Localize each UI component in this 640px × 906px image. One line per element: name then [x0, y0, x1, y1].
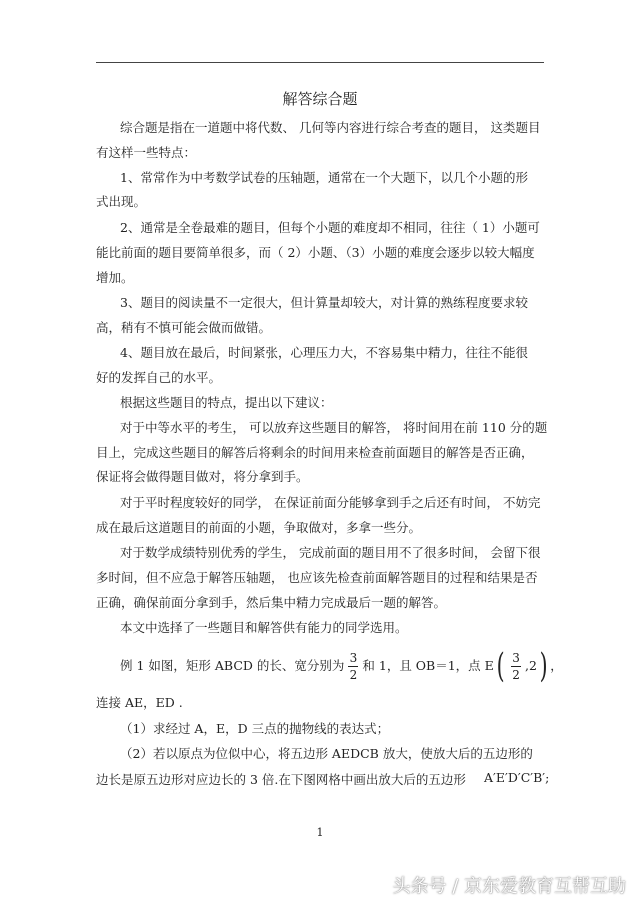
- point-fraction: [511, 651, 521, 682]
- example-prefix: 例 1 如图，矩形 ABCD 的长、宽分别为: [120, 658, 345, 673]
- left-paren-icon: (: [496, 646, 505, 686]
- paragraph-line: 根据这些题目的特点，提出以下建议：: [120, 395, 333, 410]
- paragraph-line: 成在最后这道题目的前面的小题，争取做对，多拿一些分。: [96, 520, 422, 535]
- paragraph-line: 多时间，但不应急于解答压轴题， 也应该先检查前面解答题目的过程和结果是否: [96, 570, 538, 585]
- point-y-value: ,2: [525, 658, 537, 673]
- paragraph-line: 对于平时程度较好的同学， 在保证前面分能够拿到手之后还有时间， 不妨完: [120, 495, 541, 510]
- paragraph-line: 综合题是指在一道题中将代数、 几何等内容进行综合考查的题目， 这类题目: [120, 120, 541, 135]
- paragraph-line: 有这样一些特点：: [96, 145, 197, 160]
- paragraph-line: 增加。: [96, 270, 134, 285]
- paragraph-line: 式出现。: [96, 194, 147, 209]
- point-denominator: 2: [512, 667, 520, 682]
- question-2: （2）若以原点为位似中心，将五边形 AEDCB 放大，使放大后的五边形的: [120, 746, 533, 761]
- fraction-bar: [348, 666, 358, 667]
- paragraph-line: 2、通常是全卷最难的题目，但每个小题的难度却不相同，往往（ 1）小题可: [120, 220, 540, 235]
- paragraph-line: 保证将会做得题目做对，将分拿到手。: [96, 469, 309, 484]
- fraction-denominator: 2: [349, 667, 358, 682]
- paragraph-line: 对于数学成绩特别优秀的学生， 完成前面的题目用不了很多时间， 会留下很: [120, 545, 541, 560]
- question-2-cont: 边长是原五边形对应边长的 3 倍.在下图网格中画出放大后的五边形: [96, 772, 466, 787]
- paragraph-line: 目上，完成这些题目的解答后将剩余的时间用来检查前面题目的解答是否正确，: [96, 445, 534, 460]
- pentagon-label: A′E′D′C′B′;: [484, 770, 550, 785]
- page-number: 1: [316, 826, 324, 839]
- fraction-bar: [511, 666, 521, 667]
- page-title: 解答综合题: [282, 90, 358, 108]
- question-1: （1）求经过 A，E，D 三点的抛物线的表达式；: [120, 721, 390, 736]
- paragraph-line: 高，稍有不慎可能会做而做错。: [96, 320, 272, 335]
- right-paren-icon: ): [539, 646, 548, 686]
- example-mid: 和 1，且 OB＝1，点 E: [362, 658, 494, 673]
- paragraph-line: 3、题目的阅读量不一定很大，但计算量却较大，对计算的熟练程度要求较: [120, 295, 528, 310]
- example-line-2: 连接 AE，ED .: [96, 695, 183, 710]
- example-line: [120, 648, 563, 684]
- paragraph-line: 好的发挥自己的水平。: [96, 370, 222, 385]
- fraction-numerator: 3: [349, 650, 358, 665]
- paragraph-line: 本文中选择了一些题目和解答供有能力的同学选用。: [120, 620, 408, 635]
- paragraph-line: 4、题目放在最后，时间紧张，心理压力大，不容易集中精力，往往不能很: [120, 345, 528, 360]
- paragraph-line: 1、常常作为中考数学试卷的压轴题，通常在一个大题下，以几个小题的形: [120, 170, 528, 185]
- paragraph-line: 能比前面的题目要简单很多，而（ 2）小题、（3）小题的难度会逐步以较大幅度: [96, 245, 535, 260]
- paragraph-line: 正确，确保前面分拿到手，然后集中精力完成最后一题的解答。: [96, 595, 447, 610]
- point-e-coordinates: [494, 646, 550, 686]
- paragraph-line: 对于中等水平的考生， 可以放弃这些题目的解答， 将时间用在前 110 分的题: [120, 420, 548, 435]
- fraction-width: [348, 651, 358, 682]
- example-suffix: ，: [550, 658, 563, 673]
- point-numerator: 3: [512, 650, 520, 665]
- watermark: 头条号 / 京东爱教育互帮互助: [392, 876, 626, 897]
- header-rule: [96, 62, 544, 63]
